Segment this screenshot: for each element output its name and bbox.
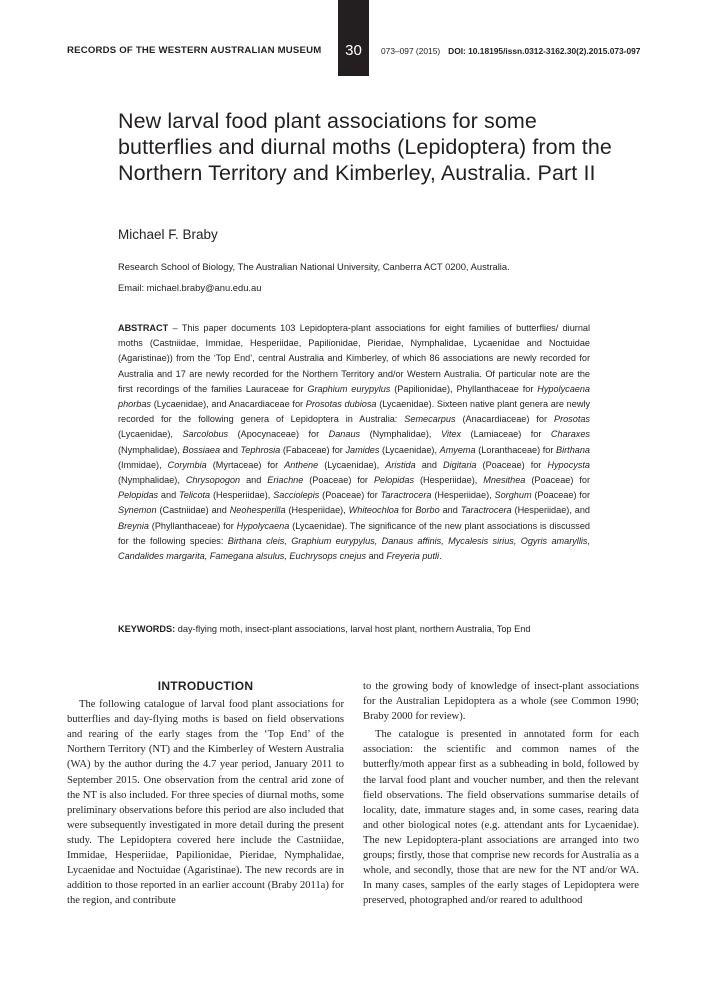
abstract-text: and — [220, 444, 241, 455]
abstract-text: (Papilionidae), Phyllanthaceae for — [390, 383, 538, 394]
abstract-taxon-name: Bossiaea — [182, 444, 221, 455]
abstract-taxon-name: Corymbia — [167, 459, 207, 470]
abstract-taxon-name: Pelopidas — [373, 475, 415, 486]
abstract-text: (Loranthaceae) for — [475, 444, 557, 455]
abstract-text: (Poaceae) for — [525, 475, 591, 486]
abstract-taxon-name: Sarcolobus — [182, 429, 229, 440]
abstract-taxon-name: Aristida — [385, 459, 416, 470]
author-affiliation: Research School of Biology, The Australian National University, Canberra ACT 0200, Australia. — [118, 261, 510, 272]
intro-paragraph: The catalogue is presented in annotated form for each association: the scientific and common names of the butterfly/moth appear first as a subheading in bold, followed by the larval food plant and voucher number, and then the relevant field observations. The field observations summarise details of locality, date, immature stages and, in some cases, rearing data and other biological notes (e.g. attendant ants for Lycaenidae). The new Lepidoptera-plant associations are arranged into two groups; firstly, those that comprise new records for Australia as a whole, and secondly, those that are new for the NT and/or WA. In many cases, samples of the early stages of Lepidoptera were preserved, photographed and/or reared to adulthood — [363, 729, 639, 907]
abstract-taxon-name: Neohesperilla — [229, 505, 286, 516]
abstract-text: (Hesperiidae), — [285, 505, 349, 516]
citation-info — [381, 46, 640, 56]
keywords — [118, 622, 598, 636]
abstract-text: (Phyllanthaceae) for — [148, 520, 237, 531]
abstract-text: (Lycaenidae), — [379, 444, 440, 455]
abstract-text: and — [240, 475, 268, 486]
abstract-text: (Poaceae) for — [531, 490, 590, 501]
abstract-taxon-name: Vitex — [440, 429, 462, 440]
abstract-text: (Nymphalidae), — [118, 444, 183, 455]
abstract-text: for — [398, 505, 416, 516]
journal-name: RECORDS OF THE WESTERN AUSTRALIAN MUSEUM — [67, 45, 322, 56]
abstract-taxon-name: Birthana cleis, Graphium eurypylus, Danaus affinis, Mycalesis sirius, Ogyris amaryllis, Candalides margarita, Famegana alsulus, Euchrysops cnejus — [118, 535, 590, 562]
abstract-body — [118, 323, 590, 561]
abstract-taxon-name: Taractrocera — [460, 505, 512, 516]
abstract-text: (Poaceae) for — [476, 459, 548, 470]
abstract-taxon-name: Digitaria — [443, 459, 477, 470]
article-title: New larval food plant associations for some butterflies and diurnal moths (Lepidoptera) from the Northern Territory and Kimberley, Australia. Part II — [118, 109, 612, 185]
abstract-text: (Lycaenidae), — [118, 429, 183, 440]
abstract-taxon-name: Sacciolepis — [273, 490, 320, 501]
abstract-taxon-name: Telicota — [179, 490, 211, 501]
intro-paragraph-continued: to the growing body of knowledge of insect-plant associations for the Australian Lepidoptera as a whole (see Common 1990; Braby 2000 for review). — [363, 681, 639, 723]
abstract-taxon-name: Danaus — [328, 429, 361, 440]
abstract-taxon-name: Birthana — [556, 444, 591, 455]
abstract-text: (Poaceae) for — [303, 475, 374, 486]
abstract-text: (Immidae), — [118, 459, 168, 470]
abstract-text: (Fabaceae) for — [280, 444, 346, 455]
abstract-text: (Lamiaceae) for — [461, 429, 551, 440]
abstract-taxon-name: Hypocysta — [547, 459, 591, 470]
introduction-heading: INTRODUCTION — [157, 679, 254, 693]
abstract-text: and — [158, 490, 180, 501]
abstract-taxon-name: Jamides — [345, 444, 380, 455]
abstract-taxon-name: Breynia — [118, 520, 149, 531]
abstract-text: (Anacardiaceae) for — [455, 414, 554, 425]
intro-paragraph: The following catalogue of larval food plant associations for butterflies and day-flying moths is based on field observations and rearing of the early stages from the ‘Top End’ of the Northern Territory (NT) and the Kimberley of Western Australia (WA) by the author during the 4.7 year period, January 2011 to September 2015. One observation from the central arid zone of the NT is also included. For three species of diurnal moths, some preliminary observations before this period are also included that were subsequently investigated in more detail during the present study. The Lepidoptera covered here include the Castniidae, Immidae, Hesperiidae, Papilionidae, Pieridae, Nymphalidae, Lycaenidae and Noctuidae (Agaristinae). The new records are in addition to those reported in an earlier account (Braby 2011a) for the region, and contribute — [67, 699, 344, 907]
abstract-taxon-name: Synemon — [118, 505, 157, 516]
abstract-taxon-name: Graphium eurypylus — [307, 383, 391, 394]
keywords-label: KEYWORDS: — [118, 624, 176, 634]
abstract-text: and — [366, 551, 387, 562]
abstract — [118, 321, 590, 564]
abstract-text: (Nymphalidae), — [360, 429, 441, 440]
abstract-text: (Hesperiidae), — [210, 490, 274, 501]
abstract-taxon-name: Pelopidas — [118, 490, 159, 501]
abstract-taxon-name: Charaxes — [550, 429, 590, 440]
abstract-text: (Nymphalidae), — [118, 475, 186, 486]
abstract-text: (Lycaenidae). Sixteen native plant genera are newly recorded for the following genera of Lepidoptera in Australia: — [118, 399, 591, 425]
abstract-taxon-name: Freyeria putli — [386, 551, 440, 562]
abstract-text: (Myrtaceae) for — [206, 459, 285, 470]
abstract-text: and — [415, 459, 444, 470]
keywords-text: day-flying moth, insect-plant associations, larval host plant, northern Australia, Top End — [175, 624, 531, 634]
abstract-label: ABSTRACT — [118, 323, 169, 333]
body-column-right — [363, 679, 639, 908]
abstract-taxon-name: Prosotas — [553, 414, 590, 425]
abstract-taxon-name: Eriachne — [267, 475, 304, 486]
abstract-text: (Poaceae) for — [319, 490, 381, 501]
abstract-taxon-name: Sorghum — [494, 490, 532, 501]
abstract-taxon-name: Hypolycaena phorbas — [118, 383, 590, 410]
page-range: 073–097 (2015) — [381, 46, 441, 56]
page-number: 30 — [345, 42, 362, 59]
abstract-taxon-name: Prosotas dubiosa — [305, 399, 377, 410]
abstract-text: (Apocynaceae) for — [228, 429, 329, 440]
page-number-box — [338, 0, 369, 76]
abstract-text: (Lycaenidae), and Anacardiaceae for — [150, 399, 306, 410]
abstract-taxon-name: Whiteochloa — [348, 505, 399, 516]
abstract-taxon-name: Semecarpus — [404, 414, 456, 425]
abstract-text: (Hesperiidae), — [414, 475, 484, 486]
author-email[interactable]: Email: michael.braby@anu.edu.au — [118, 282, 262, 293]
author-name: Michael F. Braby — [118, 227, 218, 242]
abstract-taxon-name: Taractrocera — [380, 490, 432, 501]
abstract-taxon-name: Tephrosia — [240, 444, 281, 455]
abstract-text: (Hesperiidae), and — [511, 505, 590, 516]
abstract-text: (Castniidae) and — [156, 505, 230, 516]
abstract-text: (Lycaenidae). The significance of the new plant associations is discussed for the following species: — [118, 520, 590, 546]
doi-link[interactable]: DOI: 10.18195/issn.0312-3162.30(2).2015.073-097 — [448, 46, 641, 56]
abstract-taxon-name: Amyema — [439, 444, 476, 455]
abstract-text: and — [439, 505, 461, 516]
abstract-taxon-name: Mnesithea — [483, 475, 526, 486]
body-column-left — [67, 679, 344, 908]
abstract-text: – This paper documents 103 Lepidoptera-plant associations for eight families of butterflies/ diurnal moths (Castniidae, Immidae, Hesperiidae, Papilionidae, Pieridae, Nymphalidae, Lycaenidae and Noctuidae (Agaristinae)) from the ‘Top End’, central Australia and Kimberley, of which 86 associations are newly recorded for Australia and 17 are newly recorded for the Northern Territory and/or Western Australia. Of particular note are the first recordings of the families Lauraceae for — [118, 323, 590, 394]
abstract-text: (Lycaenidae), — [318, 459, 386, 470]
abstract-taxon-name: Borbo — [415, 505, 440, 516]
abstract-taxon-name: Anthene — [284, 459, 319, 470]
abstract-taxon-name: Chrysopogon — [185, 475, 241, 486]
abstract-taxon-name: Hypolycaena — [236, 520, 290, 531]
abstract-text: . — [439, 551, 442, 562]
abstract-text: (Hesperiidae), — [431, 490, 495, 501]
